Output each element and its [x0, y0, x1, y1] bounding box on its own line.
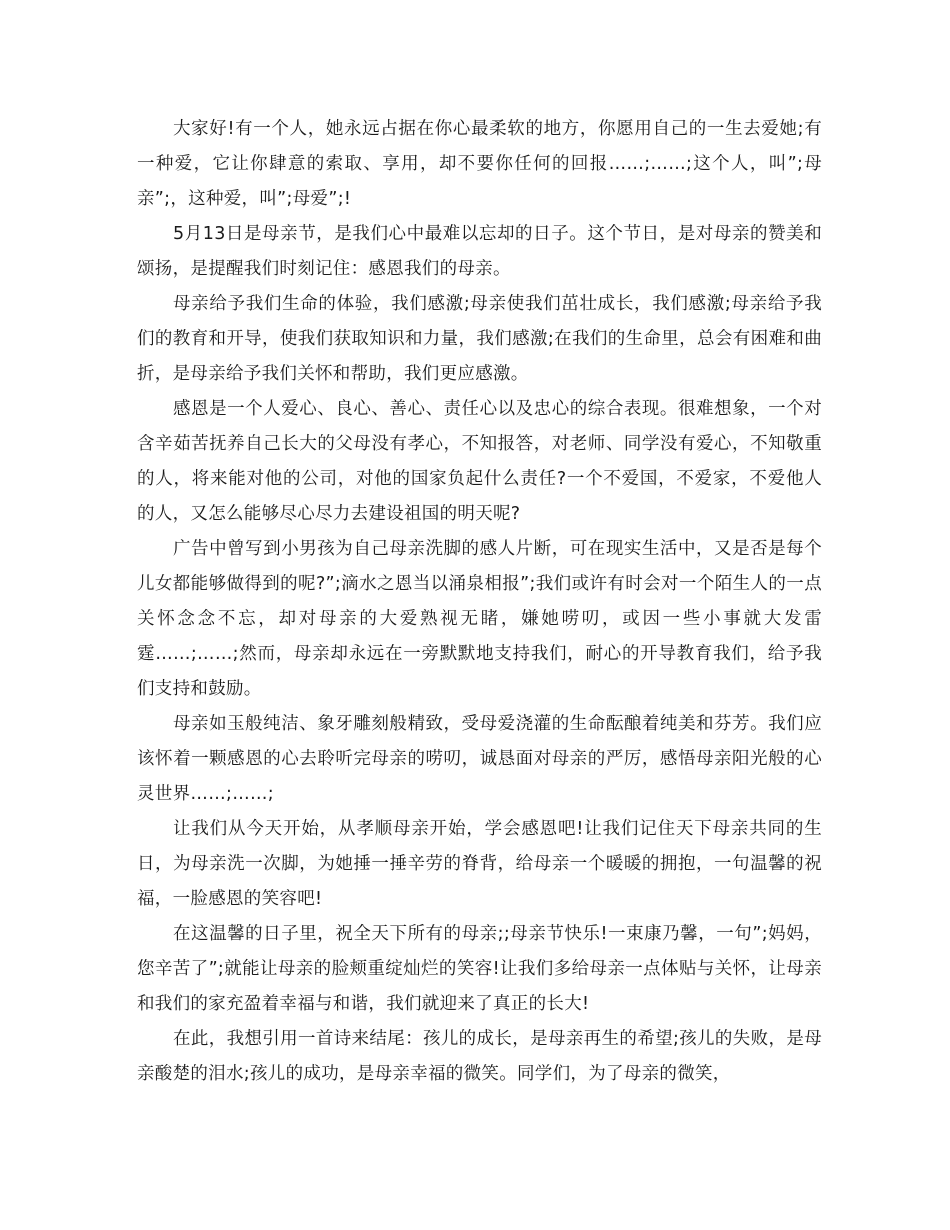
paragraph-warm-wishes: 在这温馨的日子里，祝全天下所有的母亲;;母亲节快乐!一束康乃馨，一句”;妈妈，您辛苦了”;就能让母亲的脸颊重绽灿烂的笑容!让我们多给母亲一点体贴与关怀，让母亲和我们的家充盈着幸福与和谐，我们就迎来了真正的长大!	[137, 924, 822, 1014]
paragraph-mother-purity: 母亲如玉般纯洁、象牙雕刻般精致，受母爱浇灌的生命酝酿着纯美和芬芳。我们应该怀着一颗感恩的心去聆听完母亲的唠叨，诚恳面对母亲的严厉，感悟母亲阳光般的心灵世界……;……;	[137, 714, 822, 804]
paragraph-start-today: 让我们从今天开始，从孝顺母亲开始，学会感恩吧!让我们记住天下母亲共同的生日，为母亲洗一次脚，为她捶一捶辛劳的脊背，给母亲一个暖暖的拥抱，一句温馨的祝福，一脸感恩的笑容吧!	[137, 819, 822, 909]
paragraph-closing-poem: 在此，我想引用一首诗来结尾：孩儿的成长，是母亲再生的希望;孩儿的失败，是母亲酸楚的泪水;孩儿的成功，是母亲幸福的微笑。同学们，为了母亲的微笑，	[137, 1029, 822, 1084]
paragraph-gratitude-meaning: 感恩是一个人爱心、良心、善心、责任心以及忠心的综合表现。很难想象，一个对含辛茹苦抚养自己长大的父母没有孝心，不知报答，对老师、同学没有爱心，不知敬重的人，将来能对他的公司，对他的国家负起什么责任?一个不爱国，不爱家，不爱他人的人，又怎么能够尽心尽力去建设祖国的明天呢?	[137, 399, 822, 524]
paragraph-advert-story: 广告中曾写到小男孩为自己母亲洗脚的感人片断，可在现实生活中，又是否是每个儿女都能够做得到的呢?”;滴水之恩当以涌泉相报”;我们或许有时会对一个陌生人的一点关怀念念不忘，却对母亲的大爱熟视无睹，嫌她唠叨，或因一些小事就大发雷霆……;……;然而，母亲却永远在一旁默默地支持我们，耐心的开导教育我们，给予我们支持和鼓励。	[137, 539, 822, 699]
paragraph-mothers-day-date: 5月13日是母亲节，是我们心中最难以忘却的日子。这个节日，是对母亲的赞美和颂扬，是提醒我们时刻记住：感恩我们的母亲。	[137, 224, 822, 279]
paragraph-greeting: 大家好!有一个人，她永远占据在你心最柔软的地方，你愿用自己的一生去爱她;有一种爱，它让你肆意的索取、享用，却不要你任何的回报……;……;这个人，叫”;母亲”;，这种爱，叫”;母爱”;!	[137, 119, 822, 209]
paragraph-gratitude-reasons: 母亲给予我们生命的体验，我们感激;母亲使我们茁壮成长，我们感激;母亲给予我们的教育和开导，使我们获取知识和力量，我们感激;在我们的生命里，总会有困难和曲折，是母亲给予我们关怀和帮助，我们更应感激。	[137, 294, 822, 384]
